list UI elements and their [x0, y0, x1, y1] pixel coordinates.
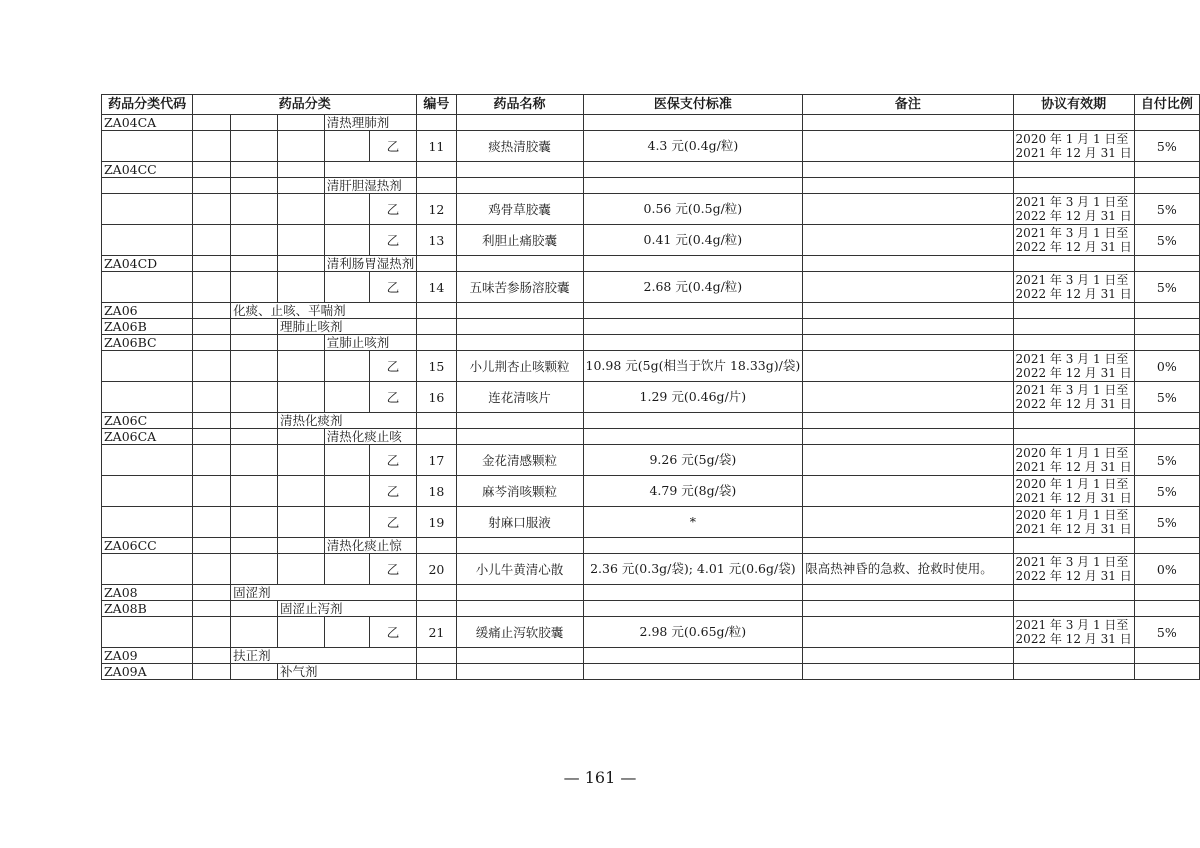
- grade-cell: 乙: [369, 194, 417, 225]
- grade-cell: 乙: [369, 617, 417, 648]
- ratio-cell: 0%: [1134, 554, 1199, 585]
- drug-row: [102, 382, 1200, 413]
- number-cell: 16: [417, 382, 456, 413]
- drug-row: [102, 131, 1200, 162]
- category-row: [102, 585, 1200, 601]
- header-price: 医保支付标准: [583, 95, 803, 115]
- price-cell: 2.98 元(0.65g/粒): [583, 617, 803, 648]
- drug-row: [102, 225, 1200, 256]
- grade-cell: 乙: [369, 445, 417, 476]
- number-cell: 11: [417, 131, 456, 162]
- category-label: [324, 162, 417, 178]
- category-label: [324, 429, 417, 445]
- category-label-text: 清热理肺剂: [326, 115, 390, 130]
- category-row: [102, 664, 1200, 680]
- drug-name-cell: 五味苦参肠溶胶囊: [456, 272, 583, 303]
- category-row: [102, 648, 1200, 664]
- category-code: ZA04CD: [102, 256, 193, 272]
- period-end: 2022 年 12 月 31 日: [1015, 209, 1132, 223]
- drug-name-cell: 小儿荆杏止咳颗粒: [456, 351, 583, 382]
- grade-cell: 乙: [369, 382, 417, 413]
- table-header: [102, 95, 1200, 115]
- drug-name-cell: 缓痛止泻软胶囊: [456, 617, 583, 648]
- number-cell: 21: [417, 617, 456, 648]
- price-cell: *: [583, 507, 803, 538]
- number-cell: 18: [417, 476, 456, 507]
- category-row: [102, 162, 1200, 178]
- category-code: ZA09: [102, 648, 193, 664]
- drug-row: [102, 476, 1200, 507]
- category-label: [277, 413, 416, 429]
- category-code: ZA06CA: [102, 429, 193, 445]
- period-cell: [1013, 272, 1134, 303]
- drug-row: [102, 617, 1200, 648]
- category-label-text: 理肺止咳剂: [279, 319, 343, 334]
- price-cell: 2.68 元(0.4g/粒): [583, 272, 803, 303]
- period-end: 2021 年 12 月 31 日: [1015, 491, 1132, 505]
- category-label: [324, 115, 417, 131]
- period-cell: [1013, 476, 1134, 507]
- period-start: 2021 年 3 月 1 日至: [1015, 618, 1129, 632]
- category-code: ZA09A: [102, 664, 193, 680]
- category-code: [102, 178, 193, 194]
- period-cell: [1013, 507, 1134, 538]
- ratio-cell: 5%: [1134, 131, 1199, 162]
- category-code: ZA04CA: [102, 115, 193, 131]
- note-cell: [803, 507, 1013, 538]
- category-label-text: 补气剂: [279, 664, 318, 679]
- drug-row: [102, 507, 1200, 538]
- category-label-text: 清热化痰剂: [279, 413, 343, 428]
- period-start: 2020 年 1 月 1 日至: [1015, 446, 1129, 460]
- category-row: [102, 413, 1200, 429]
- category-label-text: 清热化痰止咳: [326, 429, 402, 444]
- category-code: ZA08B: [102, 601, 193, 617]
- drug-row: [102, 554, 1200, 585]
- category-label: [324, 178, 417, 194]
- category-label: [324, 335, 417, 351]
- number-cell: 20: [417, 554, 456, 585]
- category-label-text: 化痰、止咳、平喘剂: [233, 303, 346, 318]
- note-cell: [803, 617, 1013, 648]
- ratio-cell: 5%: [1134, 382, 1199, 413]
- category-label: [324, 538, 417, 554]
- category-label-text: 清热化痰止惊: [326, 538, 402, 553]
- category-row: [102, 303, 1200, 319]
- period-end: 2022 年 12 月 31 日: [1015, 569, 1132, 583]
- period-start: 2021 年 3 月 1 日至: [1015, 273, 1129, 287]
- period-cell: [1013, 554, 1134, 585]
- price-cell: 4.79 元(8g/袋): [583, 476, 803, 507]
- ratio-cell: 5%: [1134, 194, 1199, 225]
- category-label-text: 固涩剂: [233, 585, 271, 600]
- header-note: 备注: [803, 95, 1013, 115]
- number-cell: 17: [417, 445, 456, 476]
- category-row: [102, 429, 1200, 445]
- period-start: 2021 年 3 月 1 日至: [1015, 226, 1129, 240]
- price-cell: 2.36 元(0.3g/袋); 4.01 元(0.6g/袋): [583, 554, 803, 585]
- price-cell: 1.29 元(0.46g/片): [583, 382, 803, 413]
- period-end: 2022 年 12 月 31 日: [1015, 366, 1132, 380]
- drug-name-cell: 金花清感颗粒: [456, 445, 583, 476]
- category-row: [102, 538, 1200, 554]
- table-body: [102, 115, 1200, 680]
- header-number: 编号: [417, 95, 456, 115]
- ratio-cell: 5%: [1134, 445, 1199, 476]
- number-cell: 13: [417, 225, 456, 256]
- number-cell: 15: [417, 351, 456, 382]
- drug-row: [102, 194, 1200, 225]
- category-row: [102, 256, 1200, 272]
- drug-name-cell: 射麻口服液: [456, 507, 583, 538]
- category-row: [102, 115, 1200, 131]
- period-cell: [1013, 617, 1134, 648]
- drug-row: [102, 272, 1200, 303]
- category-code: ZA04CC: [102, 162, 193, 178]
- category-row: [102, 335, 1200, 351]
- grade-cell: 乙: [369, 351, 417, 382]
- period-end: 2022 年 12 月 31 日: [1015, 287, 1132, 301]
- price-cell: 0.56 元(0.5g/粒): [583, 194, 803, 225]
- header-ratio: 自付比例: [1134, 95, 1199, 115]
- period-cell: [1013, 445, 1134, 476]
- category-label: [277, 601, 416, 617]
- period-end: 2022 年 12 月 31 日: [1015, 240, 1132, 254]
- period-start: 2021 年 3 月 1 日至: [1015, 195, 1129, 209]
- drug-name-cell: 麻芩消咳颗粒: [456, 476, 583, 507]
- category-label: [231, 585, 417, 601]
- category-label: [277, 319, 416, 335]
- period-start: 2021 年 3 月 1 日至: [1015, 352, 1129, 366]
- ratio-cell: 5%: [1134, 272, 1199, 303]
- category-label-text: 清肝胆湿热剂: [326, 178, 402, 193]
- category-code: ZA06BC: [102, 335, 193, 351]
- period-end: 2022 年 12 月 31 日: [1015, 632, 1132, 646]
- category-label-text: 扶正剂: [233, 648, 271, 663]
- note-cell: [803, 445, 1013, 476]
- ratio-cell: 5%: [1134, 476, 1199, 507]
- drug-name-cell: 连花清咳片: [456, 382, 583, 413]
- drug-row: [102, 351, 1200, 382]
- period-cell: [1013, 351, 1134, 382]
- ratio-cell: 5%: [1134, 225, 1199, 256]
- drug-name-cell: 小儿牛黄清心散: [456, 554, 583, 585]
- grade-cell: 乙: [369, 272, 417, 303]
- note-cell: [803, 272, 1013, 303]
- period-cell: [1013, 194, 1134, 225]
- period-cell: [1013, 382, 1134, 413]
- period-cell: [1013, 131, 1134, 162]
- note-cell: [803, 225, 1013, 256]
- grade-cell: 乙: [369, 554, 417, 585]
- period-end: 2022 年 12 月 31 日: [1015, 397, 1132, 411]
- category-label: [277, 664, 416, 680]
- note-cell: [803, 382, 1013, 413]
- category-code: ZA06: [102, 303, 193, 319]
- note-cell: 限高热神昏的急救、抢救时使用。: [803, 554, 1013, 585]
- header-category: 药品分类: [193, 95, 417, 115]
- period-start: 2020 年 1 月 1 日至: [1015, 132, 1129, 146]
- category-row: [102, 601, 1200, 617]
- header-name: 药品名称: [456, 95, 583, 115]
- period-start: 2020 年 1 月 1 日至: [1015, 477, 1129, 491]
- page-number: — 161 —: [563, 768, 637, 787]
- category-label: [324, 256, 417, 272]
- note-cell: [803, 194, 1013, 225]
- category-row: [102, 178, 1200, 194]
- grade-cell: 乙: [369, 225, 417, 256]
- period-start: 2021 年 3 月 1 日至: [1015, 383, 1129, 397]
- category-code: ZA06CC: [102, 538, 193, 554]
- header-period: 协议有效期: [1013, 95, 1134, 115]
- price-cell: 4.3 元(0.4g/粒): [583, 131, 803, 162]
- price-cell: 10.98 元(5g(相当于饮片 18.33g)/袋): [583, 351, 803, 382]
- note-cell: [803, 131, 1013, 162]
- category-code: ZA08: [102, 585, 193, 601]
- category-code: ZA06B: [102, 319, 193, 335]
- number-cell: 12: [417, 194, 456, 225]
- note-cell: [803, 476, 1013, 507]
- period-end: 2021 年 12 月 31 日: [1015, 460, 1132, 474]
- category-label-text: 固涩止泻剂: [279, 601, 343, 616]
- drug-name-cell: 利胆止痛胶囊: [456, 225, 583, 256]
- category-label: [231, 303, 417, 319]
- drug-row: [102, 445, 1200, 476]
- category-row: [102, 319, 1200, 335]
- drug-name-cell: 痰热清胶囊: [456, 131, 583, 162]
- category-label: [231, 648, 417, 664]
- period-start: 2021 年 3 月 1 日至: [1015, 555, 1129, 569]
- price-cell: 9.26 元(5g/袋): [583, 445, 803, 476]
- grade-cell: 乙: [369, 507, 417, 538]
- number-cell: 14: [417, 272, 456, 303]
- category-label-text: 宣肺止咳剂: [326, 335, 390, 350]
- period-cell: [1013, 225, 1134, 256]
- number-cell: 19: [417, 507, 456, 538]
- header-code: 药品分类代码: [102, 95, 193, 115]
- note-cell: [803, 351, 1013, 382]
- period-end: 2021 年 12 月 31 日: [1015, 146, 1132, 160]
- ratio-cell: 5%: [1134, 507, 1199, 538]
- grade-cell: 乙: [369, 131, 417, 162]
- drug-name-cell: 鸡骨草胶囊: [456, 194, 583, 225]
- category-code: ZA06C: [102, 413, 193, 429]
- ratio-cell: 5%: [1134, 617, 1199, 648]
- grade-cell: 乙: [369, 476, 417, 507]
- period-end: 2021 年 12 月 31 日: [1015, 522, 1132, 536]
- drug-catalog-table: [101, 94, 1200, 680]
- period-start: 2020 年 1 月 1 日至: [1015, 508, 1129, 522]
- price-cell: 0.41 元(0.4g/粒): [583, 225, 803, 256]
- category-label-text: 清利肠胃湿热剂: [326, 256, 415, 271]
- ratio-cell: 0%: [1134, 351, 1199, 382]
